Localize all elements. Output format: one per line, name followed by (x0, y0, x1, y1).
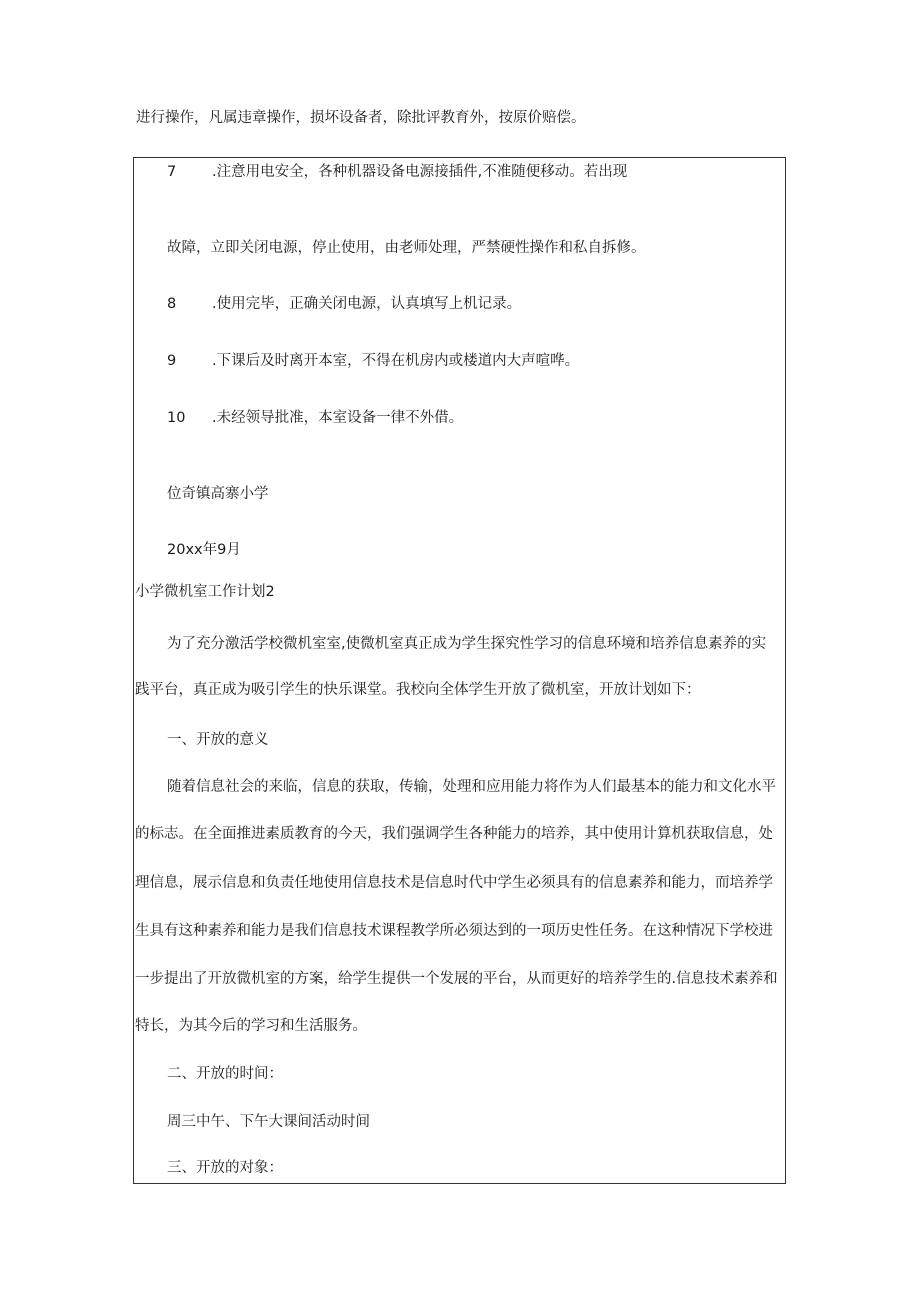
meaning-line: 随着信息社会的来临，信息的获取，传输，处理和应用能力将作为人们最基本的能力和文化水平 (167, 779, 776, 795)
heading-audience: 三、开放的对象： (167, 1160, 283, 1176)
top-line: 进行操作，凡属违章操作，损坏设备者，除批评教育外，按原价赔偿。 (136, 110, 586, 126)
school-name: 位奇镇高寨小学 (167, 486, 269, 502)
rule-continuation: 故障，立即关闭电源，停止使用，由老师处理，严禁硬性操作和私自拆修。 (167, 240, 646, 256)
rule-number: 9 (167, 353, 177, 369)
rule-text: .注意用电安全，各种机器设备电源接插件,不准随便移动。若出现 (212, 164, 628, 180)
rule-number: 10 (167, 410, 186, 426)
rule-number: 8 (167, 296, 177, 312)
heading-time: 二、开放的时间： (167, 1066, 283, 1082)
meaning-line: 生具有这种素养和能力是我们信息技术课程教学所必须达到的一项历史性任务。在这种情况下学校进 (135, 923, 773, 939)
section-title: 小学微机室工作计划2 (135, 584, 275, 600)
rule-number: 7 (167, 164, 177, 180)
time-text: 周三中午、下午大课间活动时间 (167, 1114, 370, 1130)
meaning-line: 特长，为其今后的学习和生活服务。 (135, 1018, 367, 1034)
meaning-line: 一步提出了开放微机室的方案，给学生提供一个发展的平台，从而更好的培养学生的.信息技术素养和 (135, 971, 778, 987)
rule-text: .使用完毕，正确关闭电源，认真填写上机记录。 (212, 296, 522, 312)
rule-text: .未经领导批准，本室设备一律不外借。 (212, 410, 464, 426)
meaning-line: 理信息，展示信息和负责任地使用信息技术是信息时代中学生必须具有的信息素养和能力，而培养学 (135, 875, 773, 891)
signature-date: 20xx年9月 (167, 542, 241, 558)
intro-line: 践平台，真正成为吸引学生的快乐课堂。我校向全体学生开放了微机室，开放计划如下： (135, 682, 701, 698)
intro-line: 为了充分激活学校微机室室,使微机室真正成为学生探究性学习的信息环境和培养信息素养的实 (167, 636, 767, 652)
meaning-line: 的标志。在全面推进素质教育的今天，我们强调学生各种能力的培养，其中使用计算机获取信息，处 (135, 826, 773, 842)
heading-meaning: 一、开放的意义 (167, 732, 269, 748)
rule-text: .下课后及时离开本室，不得在机房内或楼道内大声喧哗。 (212, 353, 580, 369)
